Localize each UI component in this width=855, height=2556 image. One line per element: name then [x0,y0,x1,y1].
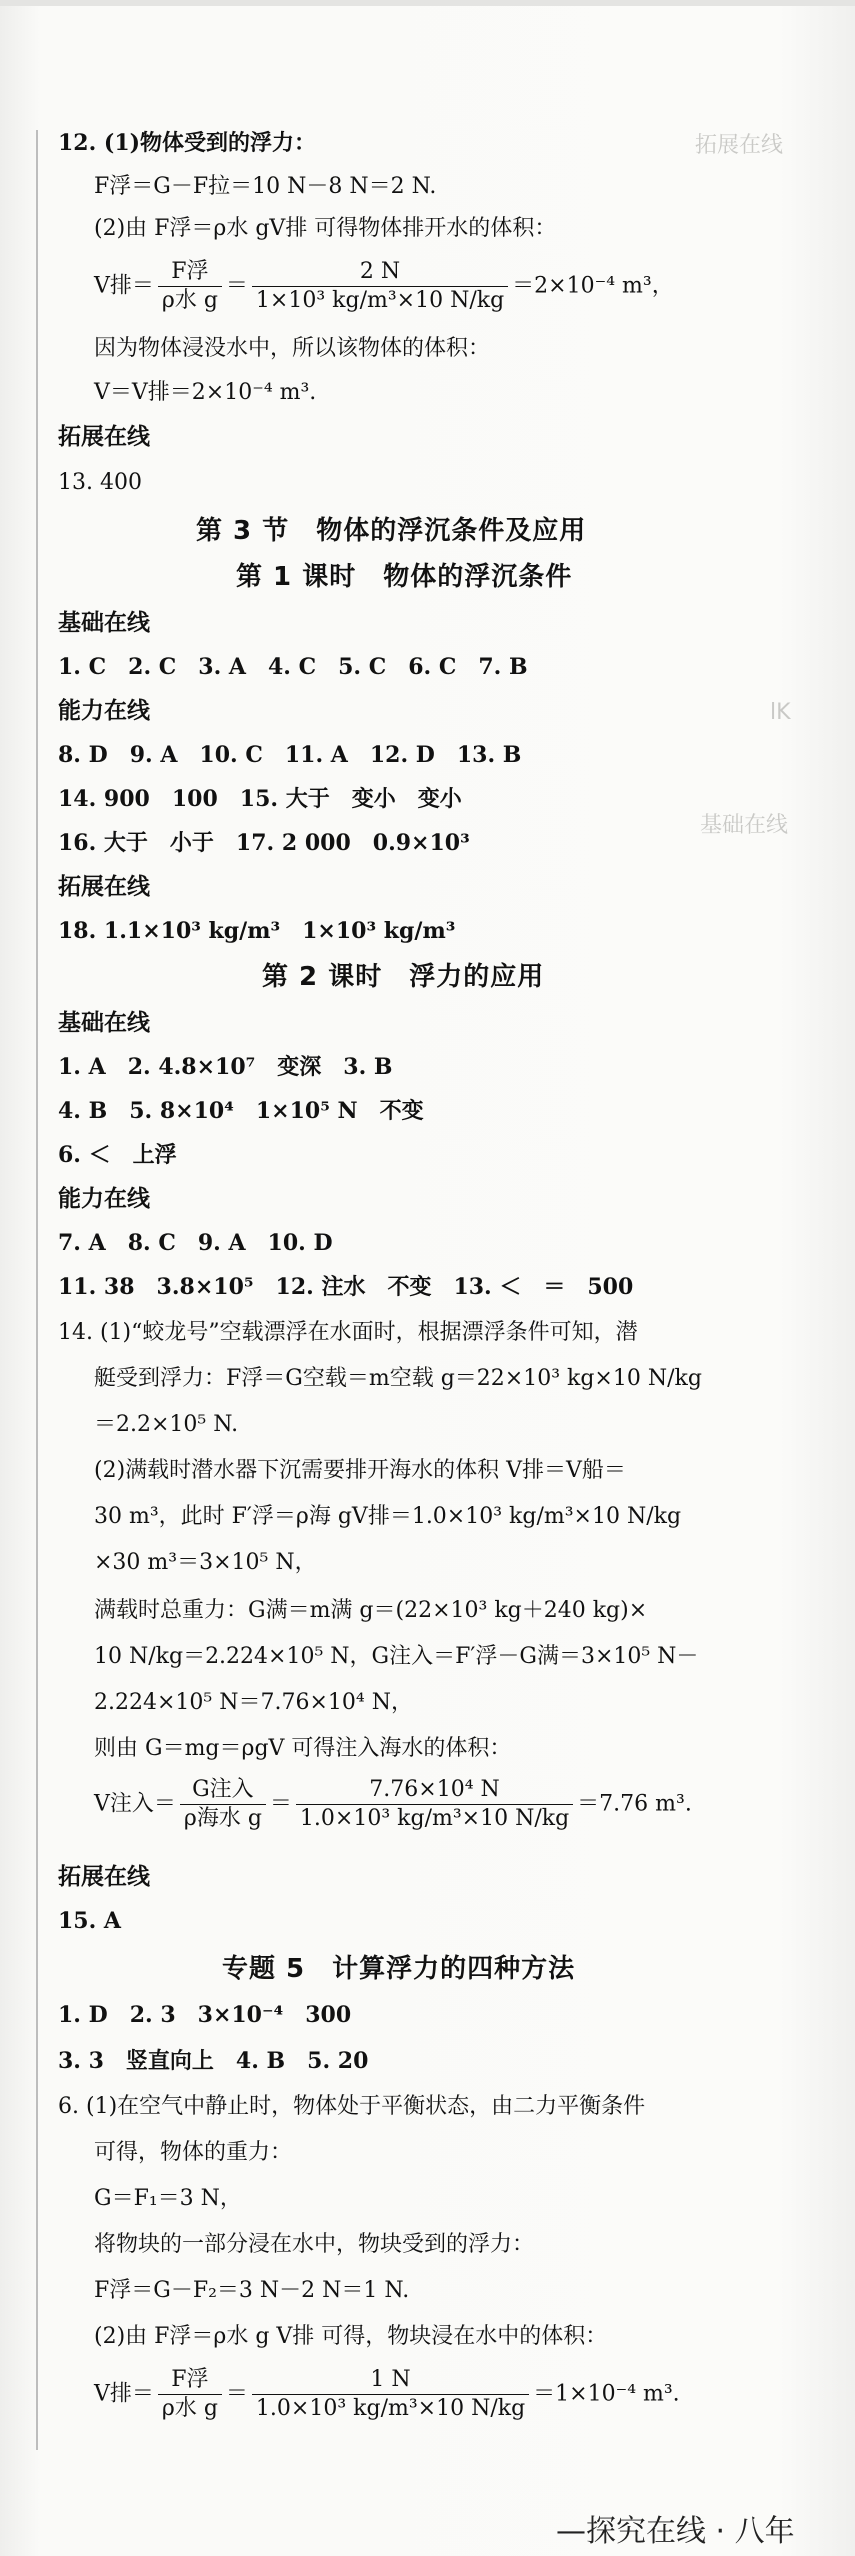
binding-margin-line [36,130,38,2450]
answer-row: 6. ＜ 上浮 [58,1142,177,1168]
lesson-title: 第 2 课时 浮力的应用 [262,962,545,992]
page-footer: —探究在线 · 八年 [556,2514,795,2549]
answer-row: 11. 38 3.8×10⁵ 12. 注水 不变 13. ＜ ＝ 500 [58,1274,634,1300]
answer-row: 1. A 2. 4.8×10⁷ 变深 3. B [58,1054,393,1080]
q12-line5: 因为物体浸没水中，所以该物体的体积： [94,336,491,361]
section-heading: 拓展在线 [58,874,150,900]
section-heading: 基础在线 [58,1010,150,1036]
q12-line1: 12. (1)物体受到的浮力： [58,130,317,156]
section-title: 第 3 节 物体的浮沉条件及应用 [196,516,587,546]
q12-line6: V＝V排＝2×10⁻⁴ m³. [94,380,317,405]
section-heading: 基础在线 [58,610,150,636]
q14-line3: ＝2.2×10⁵ N. [94,1412,239,1437]
q12-line2: F浮＝G－F拉＝10 N－8 N＝2 N. [94,174,437,199]
fraction: $\frac{\text{7.76×10⁴ N}}{\text{1.0×10³ kg/m³×10 N/kg}}$ [296,1776,573,1833]
fraction: $\frac{\text{G注入}}{\text{ρ海水 g}}$ [180,1776,266,1833]
q6-line2: 可得，物体的重力： [94,2140,293,2165]
q12-formula: V排＝ $\frac{\text{F浮}}{\text{ρ水 g}}$ ＝ $\frac{2 N}{\text{1×10³ kg/m³×10 N/kg}}$ ＝2×10⁻⁴ m³， [94,259,674,313]
fraction: $\frac{\text{F浮}}{\text{ρ水 g}}$ [158,258,222,315]
q13: 13. 400 [58,470,142,495]
answer-row: 8. D 9. A 10. C 11. A 12. D 13. B [58,742,522,768]
q14-line5: 30 m³，此时 F′浮＝ρ海 gV排＝1.0×10³ kg/m³×10 N/kg [94,1504,682,1529]
answer-row: 15. A [58,1908,122,1934]
answer-row: 1. C 2. C 3. A 4. C 5. C 6. C 7. B [58,654,528,680]
q14-line6: ×30 m³＝3×10⁵ N， [94,1550,317,1575]
q14-line7: 满载时总重力：G满＝m满 g＝(22×10³ kg＋240 kg)× [94,1598,648,1623]
fraction: $\frac{\text{F浮}}{\text{ρ水 g}}$ [158,2366,222,2423]
q14-line10: 则由 G＝mg＝ρgV 可得注入海水的体积： [94,1736,512,1761]
q6-line1: 6. (1)在空气中静止时，物体处于平衡状态，由二力平衡条件 [58,2094,646,2119]
topic-title: 专题 5 计算浮力的四种方法 [222,1954,576,1984]
answer-row: 7. A 8. C 9. A 10. D [58,1230,333,1256]
q14-line9: 2.224×10⁵ N＝7.76×10⁴ N， [94,1690,413,1715]
q6-formula: V排＝ $\frac{\text{F浮}}{\text{ρ水 g}}$ ＝ $\frac{1 N}{\text{1.0×10³ kg/m³×10 N/kg}}$ ＝1×10⁻⁴ m³. [94,2367,680,2421]
answer-row: 3. 3 竖直向上 4. B 5. 20 [58,2048,369,2074]
q6-line3: G＝F₁＝3 N， [94,2186,242,2211]
lesson-title: 第 1 课时 物体的浮沉条件 [236,562,573,592]
answer-row: 14. 900 100 15. 大于 变小 变小 [58,786,462,812]
q12-line3: (2)由 F浮＝ρ水 gV排 可得物体排开水的体积： [94,216,557,241]
fraction: $\frac{1 N}{\text{1.0×10³ kg/m³×10 N/kg}}$ [252,2366,529,2423]
answer-row: 4. B 5. 8×10⁴ 1×10⁵ N 不变 [58,1098,424,1124]
section-heading: 能力在线 [58,1186,150,1212]
answer-row: 18. 1.1×10³ kg/m³ 1×10³ kg/m³ [58,918,456,944]
q14-formula: V注入＝ $\frac{\text{G注入}}{\text{ρ海水 g}}$ ＝ $\frac{\text{7.76×10⁴ N}}{\text{1.0×10³ kg/m³×10 N/kg}}$ ＝7.76 m³. [94,1777,692,1831]
bleed-through-mark: 基础在线 [700,813,789,838]
q6-line6: (2)由 F浮＝ρ水 g V排 可得，物块浸在水中的体积： [94,2324,608,2349]
bleed-through-mark: lK [770,700,791,725]
q6-line4: 将物块的一部分浸在水中，物块受到的浮力： [94,2232,535,2257]
answer-row: 16. 大于 小于 17. 2 000 0.9×10³ [58,830,470,856]
fraction: $\frac{2 N}{\text{1×10³ kg/m³×10 N/kg}}$ [252,258,508,315]
q6-line5: F浮＝G－F₂＝3 N－2 N＝1 N. [94,2278,410,2303]
q14-line2: 艇受到浮力：F浮＝G空载＝m空载 g＝22×10³ kg×10 N/kg [94,1366,702,1391]
q14-line1: 14. (1)“蛟龙号”空载漂浮在水面时，根据漂浮条件可知，潜 [58,1320,638,1345]
top-edge [0,0,855,6]
q14-line8: 10 N/kg＝2.224×10⁵ N，G注入＝F′浮－G满＝3×10⁵ N－ [94,1644,699,1669]
section-heading: 能力在线 [58,698,150,724]
bleed-through-mark: 拓展在线 [695,133,784,158]
section-heading: 拓展在线 [58,424,150,450]
section-heading: 拓展在线 [58,1864,150,1890]
q14-line4: (2)满载时潜水器下沉需要排开海水的体积 V排＝V船＝ [94,1458,626,1483]
answer-row: 1. D 2. 3 3×10⁻⁴ 300 [58,2002,352,2028]
